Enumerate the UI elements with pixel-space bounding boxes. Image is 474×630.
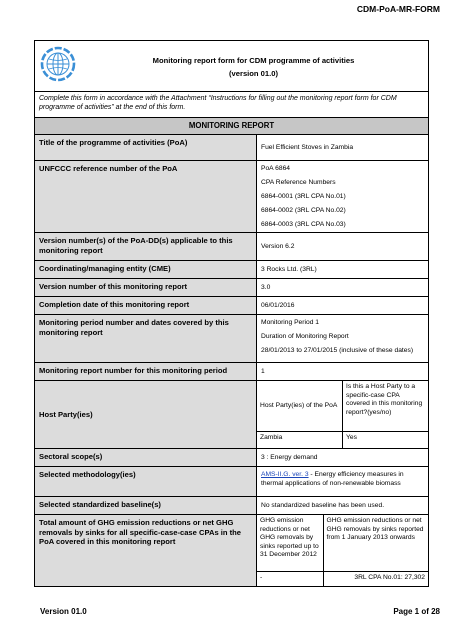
report-version-value: 3.0	[257, 279, 429, 297]
cme-label: Coordinating/managing entity (CME)	[35, 261, 257, 279]
ghg-col2-value: 3RL CPA No.01: 27,302	[323, 572, 428, 587]
methodology-link[interactable]: AMS-II.G. ver. 3	[261, 471, 309, 478]
poa-dd-version-value: Version 6.2	[257, 233, 429, 261]
ghg-col1-value: -	[257, 572, 323, 587]
monitoring-report-form	[34, 40, 429, 587]
ghg-total-table	[257, 515, 429, 587]
sectoral-scope-value: 3 : Energy demand	[257, 449, 429, 467]
host-party-answer: Yes	[343, 432, 429, 449]
report-number-label: Monitoring report number for this monitoring period	[35, 363, 257, 381]
sectoral-scope-label: Sectoral scope(s)	[35, 449, 257, 467]
ghg-total-label: Total amount of GHG emission reductions or net GHG removals by sinks for all specific-case-case CPAs in the PoA covered in this monitoring report	[35, 515, 257, 587]
monitoring-period-number: Monitoring Period 1	[261, 319, 319, 326]
monitoring-period-label: Monitoring period number and dates covered by this monitoring report	[35, 315, 257, 363]
methodology-value	[257, 467, 429, 497]
host-party-col1-header: Host Party(ies) of the PoA	[257, 381, 343, 432]
form-header	[35, 41, 429, 92]
form-instructions: Complete this form in accordance with the Attachment “Instructions for filling out the monitoring report form for CDM programme of activities” at the end of this form.	[35, 92, 429, 118]
cpa-ref-heading: CPA Reference Numbers	[261, 179, 336, 186]
unfccc-ref-label: UNFCCC reference number of the PoA	[35, 161, 257, 233]
title-poa-label: Title of the programme of activities (PoA)	[35, 135, 257, 161]
completion-date-value: 06/01/2016	[257, 297, 429, 315]
host-party-label: Host Party(ies)	[35, 381, 257, 449]
host-party-col2-header: Is this a Host Party to a specific-case CPA covered in this monitoring report?(yes/no)	[346, 383, 423, 416]
cpa-ref-3: 6864-0003 (3RL CPA No.03)	[261, 221, 346, 228]
baseline-value: No standardized baseline has been used.	[257, 497, 429, 515]
host-party-table	[257, 381, 429, 449]
completion-date-label: Completion date of this monitoring report	[35, 297, 257, 315]
host-party-country: Zambia	[257, 432, 343, 449]
title-poa-value: Fuel Efficient Stoves in Zambia	[257, 135, 429, 161]
report-version-label: Version number of this monitoring report	[35, 279, 257, 297]
poa-dd-version-label: Version number(s) of the PoA-DD(s) applicable to this monitoring report	[35, 233, 257, 261]
unfccc-ref-value	[257, 161, 429, 233]
methodology-description: - Energy efficiency measures in thermal applications of non-renewable biomass	[261, 471, 404, 487]
report-number-value: 1	[257, 363, 429, 381]
methodology-label: Selected methodology(ies)	[35, 467, 257, 497]
baseline-label: Selected standardized baseline(s)	[35, 497, 257, 515]
poa-number: PoA 6864	[261, 165, 291, 172]
cme-value: 3 Rocks Ltd. (3RL)	[257, 261, 429, 279]
footer-version: Version 01.0	[40, 607, 87, 616]
monitoring-dates: 28/01/2013 to 27/01/2015 (inclusive of these dates)	[261, 347, 414, 354]
monitoring-duration-heading: Duration of Monitoring Report	[261, 333, 349, 340]
footer-page-number: Page 1 of 28	[393, 607, 440, 616]
form-title: Monitoring report form for CDM programme of activities	[152, 56, 355, 65]
form-version: (version 01.0)	[229, 69, 278, 78]
section-title: MONITORING REPORT	[35, 118, 429, 135]
monitoring-period-value	[257, 315, 429, 363]
unfccc-logo-icon	[40, 46, 76, 82]
document-code: CDM-PoA-MR-FORM	[356, 4, 440, 14]
ghg-col1-header: GHG emission reductions or net GHG removals by sinks reported up to 31 December 2012	[257, 515, 323, 572]
cpa-ref-2: 6864-0002 (3RL CPA No.02)	[261, 207, 346, 214]
ghg-col2-header: GHG emission reductions or net GHG removals by sinks reported from 1 January 2013 onwards	[326, 517, 424, 541]
cpa-ref-1: 6864-0001 (3RL CPA No.01)	[261, 193, 346, 200]
